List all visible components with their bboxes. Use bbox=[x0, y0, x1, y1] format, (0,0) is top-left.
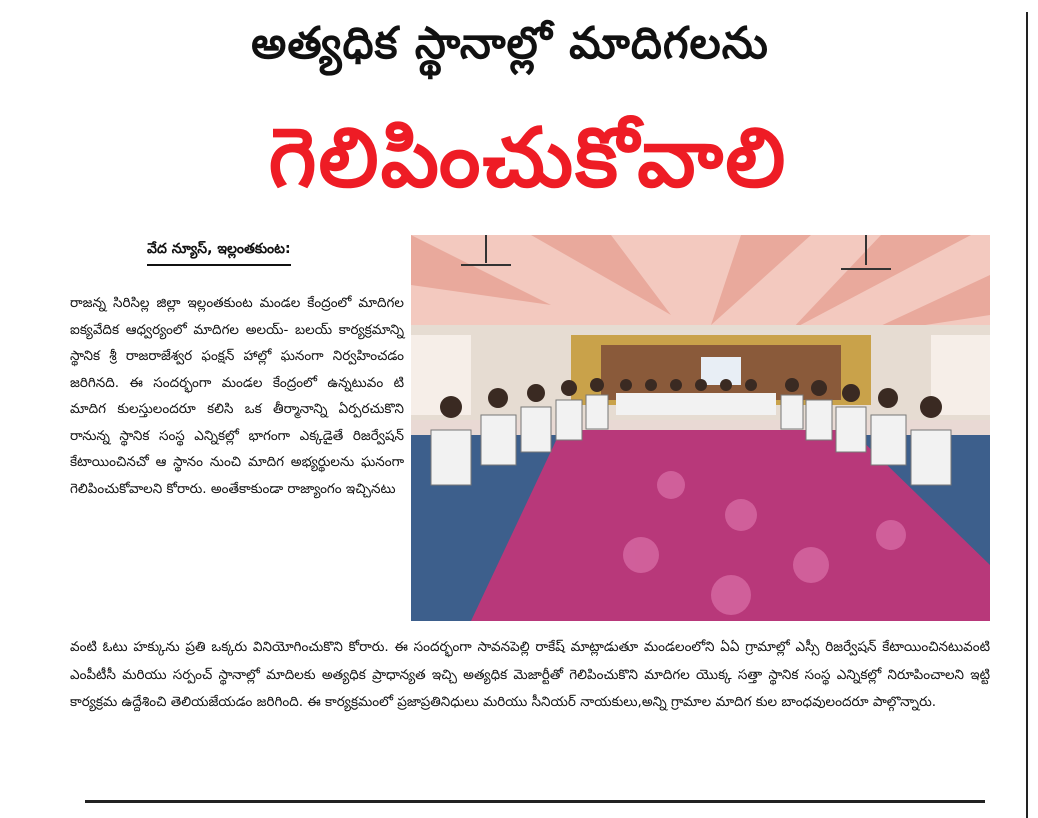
article-body-column: రాజన్న సిరిసిల్ల జిల్లా ఇల్లంతకుంట మండల కేంద్రంలో మాదిగల ఐక్యవేదిక ఆధ్వర్యంలో మాదిగల అలయ్- బలయ్ కార్యక్రమాన్ని స్థానిక శ్రీ రాజరాజేశ్వర ఫంక్షన్ హాల్లో ఘనంగా నిర్వహించడం జరిగినది. ఈ సందర్భంగా మండల కేంద్రంలో ఉన్నటువం టి మాదిగ కులస్తులందరూ కలిసి ఒక తీర్మానాన్ని ఏర్పరచుకొని రానున్న స్థానిక సంస్థ ఎన్నికల్లో భాగంగా ఎక్కడైతే రిజర్వేషన్ కేటాయించినచో ఆ స్థానం నుంచి మాదిగ అభ్యర్థులను ఘనంగా గెలిపించుకోవాలని కోరారు. అంతేకాకుండా రాజ్యాంగం ఇచ్చినటు bbox=[70, 295, 404, 497]
dateline: వేద న్యూస్, ఇల్లంతకుంట: bbox=[147, 241, 291, 266]
headline-line-2: గెలిపించుకోవాలి bbox=[268, 111, 788, 206]
headline-line-1: అత్యధిక స్థానాల్లో మాదిగలను bbox=[251, 18, 769, 69]
article-body-full-width: వంటి ఓటు హక్కును ప్రతి ఒక్కరు వినియోగించుకొని కోరారు. ఈ సందర్భంగా సావనపెల్లి రాకేష్ మాట్లాడుతూ మండలంలోని ఏఏ గ్రామాల్లో ఎస్సీ రిజర్వేషన్ కేటాయించినటువంటి ఎంపీటీసీ మరియు సర్పంచ్ స్థానాల్లో మాదిలకు అత్యధిక ప్రాధాన్యత ఇచ్చి అత్యధిక మెజార్టీతో గెలిపించుకొని మాదిగల యొక్క సత్తా స్థానిక సంస్థ ఎన్నికల్లో నిరూపించాలని ఇట్టి కార్యక్రమ ఉద్దేశించి తెలియజేయడం జరిగింది. ఈ కార్యక్రమంలో ప్రజాప్రతినిధులు మరియు సీనియర్ నాయకులు,అన్ని గ్రామాల మాదిగ కుల బాంధవులందరూ పాల్గొన్నారు. bbox=[70, 639, 990, 710]
bottom-divider bbox=[85, 800, 985, 803]
event-photo-illustration bbox=[411, 235, 990, 621]
event-photo bbox=[411, 235, 990, 621]
